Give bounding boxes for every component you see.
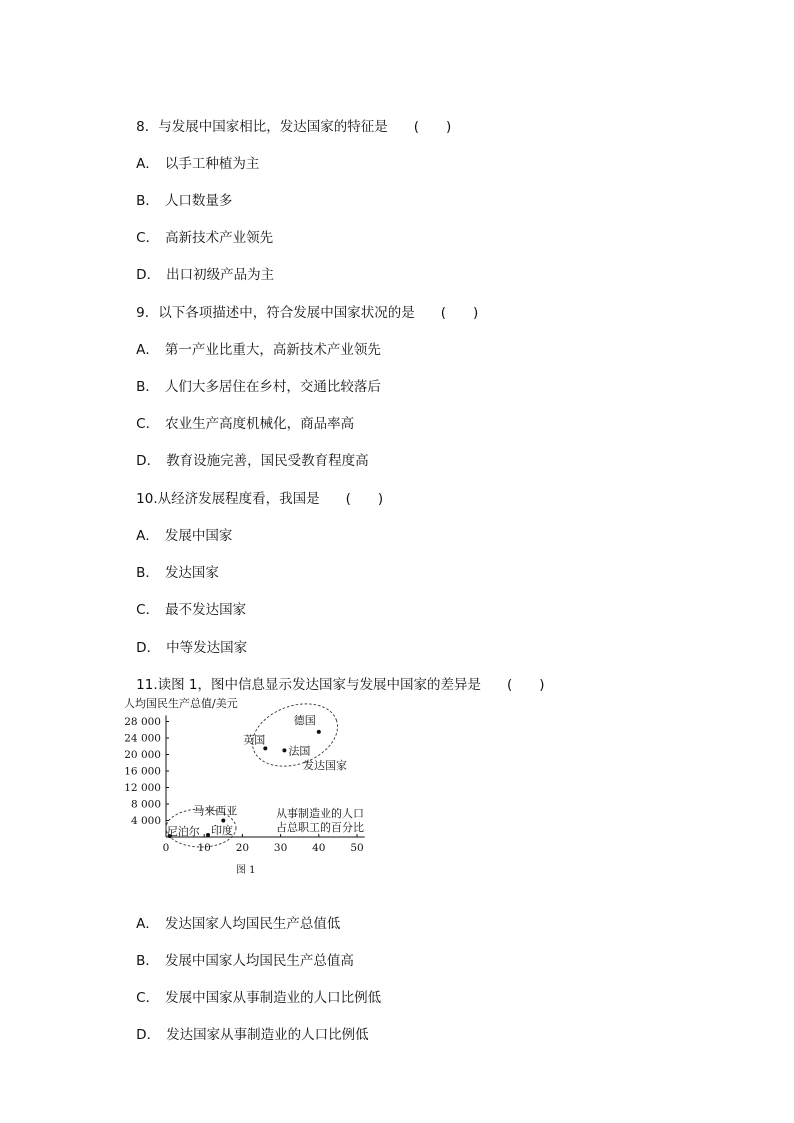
x-tick-label: 40 [312,842,326,854]
option-text: 农业生产高度机械化，商品率高 [165,416,355,432]
option-text: 最不发达国家 [165,602,247,618]
answer-blank[interactable]: ( ) [507,677,545,693]
data-point [206,833,210,837]
question-11-option-d[interactable] [119,1008,369,1062]
option-text: 发达国家人均国民生产总值低 [164,916,341,932]
option-letter: C． [136,990,160,1006]
option-letter: A． [136,528,159,544]
option-text: 人们大多居住在乡村，交通比较落后 [164,379,381,395]
option-text: 发达国家 [164,565,219,581]
point-label: 英国 [243,733,266,747]
question-text: 10.从经济发展程度看，我国是 [136,491,320,507]
option-text: 中等发达国家 [166,640,248,656]
option-letter: A． [136,342,159,358]
option-letter: A． [136,916,159,932]
option-text: 以手工种植为主 [164,156,260,172]
x-axis-title-line-2: 占总职工的百分比 [276,821,364,834]
figure-caption: 图 1 [236,865,256,876]
data-point [221,819,225,823]
answer-blank[interactable]: ( ) [345,491,384,507]
y-tick-label: 8 000 [130,798,161,811]
y-tick-label: 24 000 [124,732,161,745]
option-letter: A． [136,156,159,172]
option-text: 出口初级产品为主 [166,267,275,283]
option-letter: C． [136,416,160,432]
x-tick-label: 30 [273,842,288,854]
option-letter: D． [136,267,161,283]
developed-group-label: 发达国家 [303,759,347,772]
option-text: 高新技术产业领先 [165,230,274,246]
data-point [263,746,267,750]
y-tick-label: 20 000 [124,749,161,761]
y-axis-ticks [124,716,169,827]
option-letter: C． [136,602,160,618]
point-label: 印度 [211,823,234,837]
y-axis-title: 人均国民生产总值/美元 [124,697,238,710]
option-text: 第一产业比重大，高新技术产业领先 [164,342,381,358]
answer-blank[interactable]: ( ) [440,305,479,321]
y-tick-label: 12 000 [124,782,161,794]
option-text: 发展中国家从事制造业的人口比例低 [165,990,382,1006]
option-letter: B． [136,193,159,209]
question-text: 8．与发展中国家相比，发达国家的特征是 [136,119,388,135]
option-letter: B． [136,565,159,581]
option-letter: B． [136,953,159,969]
x-tick-label: 10 [197,842,211,854]
question-text: 11.读图 1，图中信息显示发达国家与发展中国家的差异是 [136,677,482,693]
option-text: 发展中国家人均国民生产总值高 [164,953,354,969]
x-tick-label: 20 [235,842,250,854]
y-tick-label: 28 000 [124,716,161,728]
point-label: 马来西亚 [193,804,238,818]
figure-1-scatter-chart [110,692,390,882]
x-tick-label: 50 [350,842,364,854]
point-label: 尼泊尔 [166,825,200,839]
x-axis-title-line-1: 从事制造业的人口 [276,807,364,820]
data-point [282,748,286,752]
option-letter: D． [136,453,161,469]
point-label: 德国 [293,713,316,727]
answer-blank[interactable]: ( ) [413,119,452,135]
x-tick-label: 0 [162,842,170,854]
option-letter: C． [136,230,160,246]
option-letter: D． [136,1027,161,1043]
option-text: 发达国家从事制造业的人口比例低 [166,1027,369,1043]
point-label: 法国 [288,744,311,758]
option-letter: B． [136,379,159,395]
y-tick-label: 16 000 [124,765,161,778]
y-tick-label: 4 000 [130,815,161,827]
question-text: 9．以下各项描述中，符合发展中国家状况的是 [136,305,415,321]
data-point [317,730,321,734]
option-text: 教育设施完善，国民受教育程度高 [166,453,369,469]
option-letter: D． [136,640,161,656]
option-text: 发展中国家 [164,528,233,544]
option-text: 人口数量多 [164,193,233,209]
